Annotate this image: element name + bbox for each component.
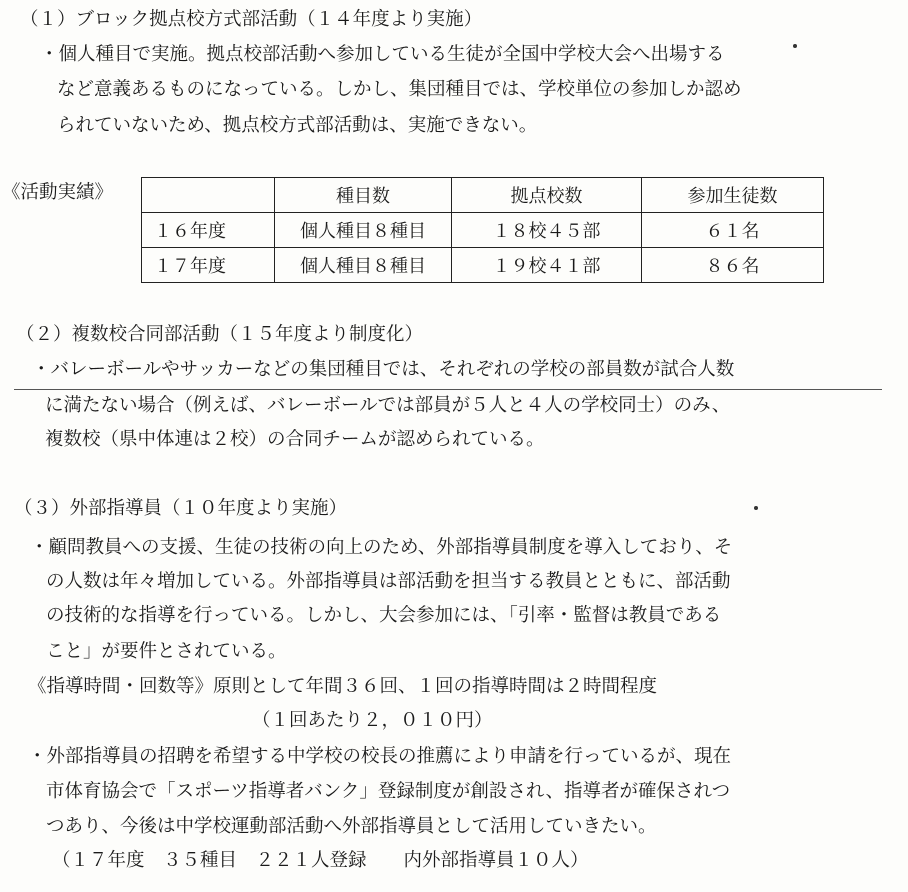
table-header-row — [142, 178, 824, 213]
registration-line: （１７年度 ３５種目 ２２１人登録 内外部指導員１０人） — [52, 850, 589, 871]
section1-text-line-3: られていないため、拠点校方式部活動は、実施できない。 — [57, 115, 538, 136]
results-label: 《活動実績》 — [2, 182, 114, 203]
section2-text-line-3: 複数校（県中体連は２校）の合同チームが認められている。 — [45, 429, 545, 450]
table-cell: ６１名 — [642, 213, 824, 248]
section2-heading: （２）複数校合同部活動（１５年度より制度化） — [16, 324, 424, 345]
results-table — [141, 177, 824, 283]
section1-heading: （１）ブロック拠点校方式部活動（１４年度より実施） — [20, 9, 483, 30]
section1-text-line-1: ・個人種目で実施。拠点校部活動へ参加している生徒が全国中学校大会へ出場する — [40, 44, 725, 65]
section3-bullet2-line-2: 市体育協会で「スポーツ指導者バンク」登録制度が創設され、指導者が確保されつ — [46, 781, 731, 802]
table-cell: １８校４５部 — [452, 213, 642, 248]
divider-line — [14, 389, 882, 390]
table-header-cell: 拠点校数 — [452, 178, 642, 213]
section2-text-line-2: に満たない場合（例えば、バレーボールでは部員が５人と４人の学校同士）のみ、 — [45, 395, 731, 416]
table-header-cell: 種目数 — [275, 178, 452, 213]
section3-text-line-2: の人数は年々増加している。外部指導員は部活動を担当する教員とともに、部活動 — [46, 571, 731, 592]
table-cell: １９校４１部 — [452, 248, 642, 283]
section3-text-line-1: ・顧問教員への支援、生徒の技術の向上のため、外部指導員制度を導入しており、そ — [30, 537, 733, 558]
table-row — [142, 248, 824, 283]
fee-line: （１回あたり２，０１０円） — [252, 710, 493, 731]
section2-text-line-1: ・バレーボールやサッカーなどの集団種目では、それぞれの学校の部員数が試合人数 — [32, 359, 735, 380]
table-cell: 個人種目８種目 — [275, 213, 452, 248]
table-header-cell — [142, 178, 275, 213]
table-row — [142, 213, 824, 248]
section3-text-line-4: こと」が要件とされている。 — [46, 641, 287, 662]
table-cell: １６年度 — [142, 213, 275, 248]
section3-bullet2-line-1: ・外部指導員の招聘を希望する中学校の校長の推薦により申請を行っているが、現在 — [28, 746, 732, 767]
section3-text-line-3: の技術的な指導を行っている。しかし、大会参加には、「引率・監督は教員である — [46, 605, 722, 626]
section3-bullet2-line-3: つあり、今後は中学校運動部活動へ外部指導員として活用していきたい。 — [46, 816, 657, 837]
scan-speck — [754, 506, 758, 510]
table-header-cell: 参加生徒数 — [642, 178, 824, 213]
table-cell: １７年度 — [142, 248, 275, 283]
table-cell: ８６名 — [642, 248, 824, 283]
table-cell: 個人種目８種目 — [275, 248, 452, 283]
section1-text-line-2: など意義あるものになっている。しかし、集団種目では、学校単位の参加しか認め — [57, 79, 742, 100]
section3-heading: （３）外部指導員（１０年度より実施） — [14, 498, 348, 519]
scan-speck — [793, 44, 797, 48]
guidance-line: 《指導時間・回数等》原則として年間３６回、１回の指導時間は２時間程度 — [28, 676, 658, 697]
